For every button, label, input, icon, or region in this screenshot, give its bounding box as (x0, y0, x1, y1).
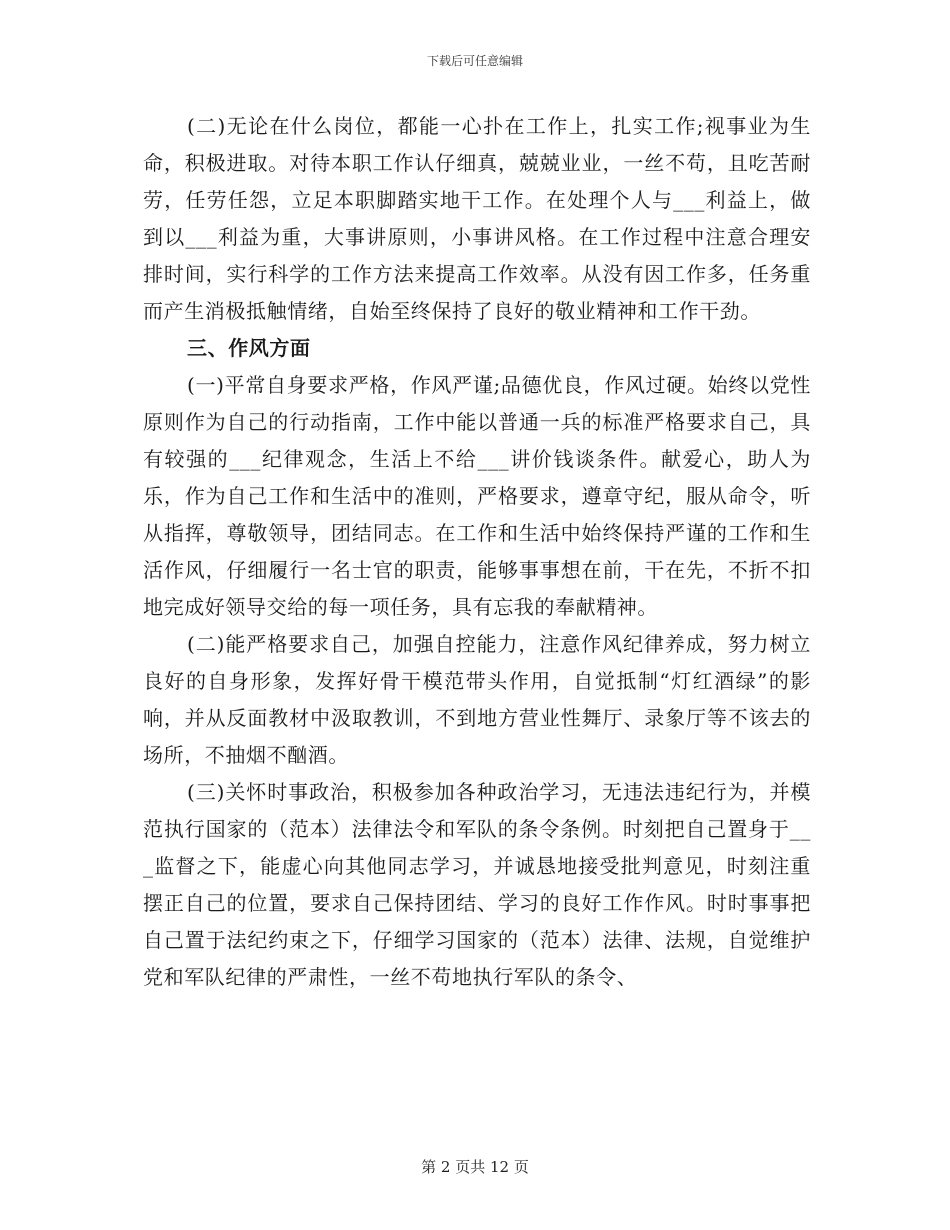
page-header: 下载后可任意编辑 (426, 54, 523, 68)
section-heading-work-style: 三、作风方面 (187, 336, 311, 360)
paragraph-political-study: (三)关怀时事政治，积极参加各种政治学习，无违法违纪行为，并模范执行国家的（范本）法律法令和军队的条令条例。时刻把自己置身于___监督之下，能虚心向其他同志学习，并诚恳地接受批判意见，时刻注重摆正自己的位置，要求自己保持团结、学习的良好工作作风。时时事事把自己置于法纪约束之下，仔细学习国家的（范本）法律、法规，自觉维护党和军队纪律的严肃性，一丝不苟地执行军队的条令、 (143, 780, 811, 989)
paragraph-strict-self-discipline: (一)平常自身要求严格，作风严谨;品德优良，作风过硬。始终以党性原则作为自己的行动指南，工作中能以普通一兵的标准严格要求自己，具有较强的___纪律观念，生活上不给___讲价钱谈条件。献爱心，助人为乐，作为自己工作和生活中的准则，严格要求，遵章守纪，服从命令，听从指挥，尊敬领导，团结同志。在工作和生活中始终保持严谨的工作和生活作风，仔细履行一名士官的职责，能够事事想在前，干在先，不折不扣地完成好领导交给的每一项任务，具有忘我的奉献精神。 (143, 373, 811, 619)
document-body (143, 108, 811, 996)
paragraph-dedication: (二)无论在什么岗位，都能一心扑在工作上，扎实工作;视事业为生命，积极进取。对待本职工作认仔细真，兢兢业业，一丝不苟，且吃苦耐劳，任劳任怨，立足本职脚踏实地干工作。在处理个人与___利益上，做到以___利益为重，大事讲原则，小事讲风格。在工作过程中注意合理安排时间，实行科学的工作方法来提高工作效率。从没有因工作多，任务重而产生消极抵触情绪，自始至终保持了良好的敬业精神和工作干劲。 (143, 114, 811, 323)
paragraph-self-control: (二)能严格要求自己，加强自控能力，注意作风纪律养成，努力树立良好的自身形象，发挥好骨干模范带头作用，自觉抵制“灯红酒绿”的影响，并从反面教材中汲取教训，不到地方营业性舞厅、录象厅等不该去的场所，不抽烟不酗酒。 (143, 632, 811, 767)
page-number-footer: 第 2 页共 12 页 (421, 1158, 529, 1176)
